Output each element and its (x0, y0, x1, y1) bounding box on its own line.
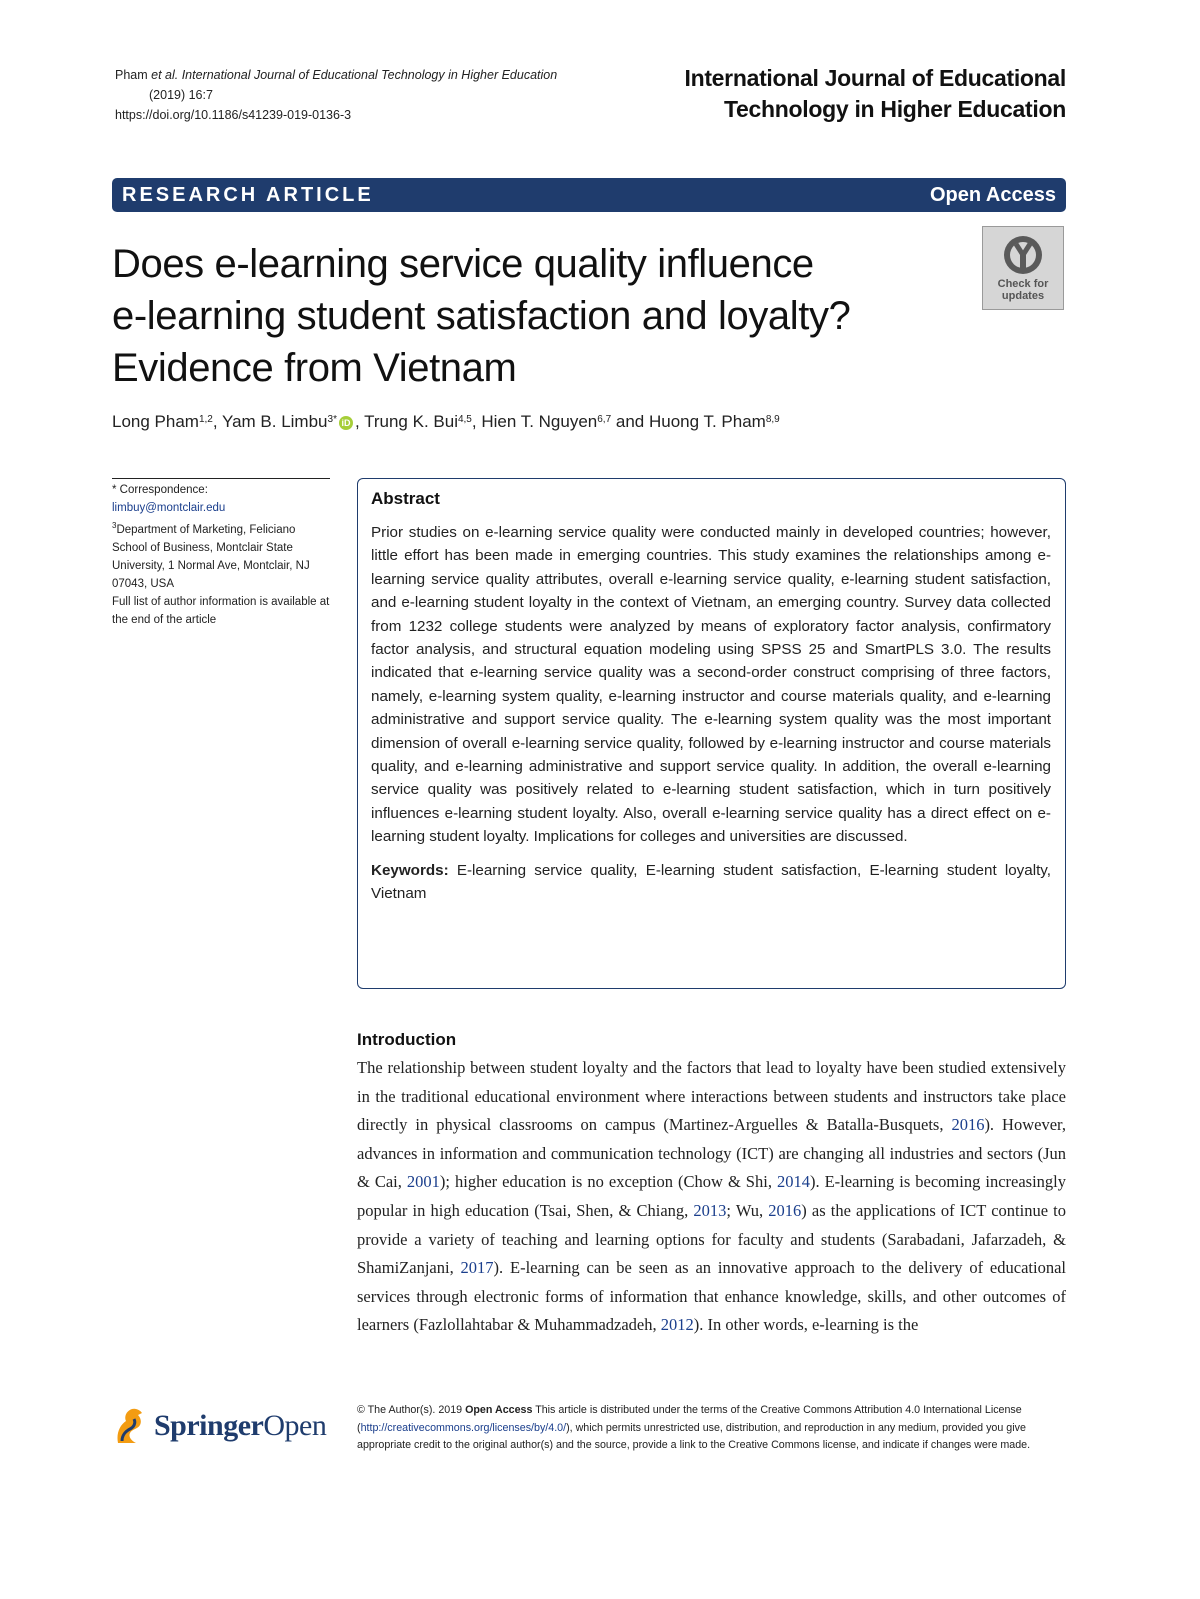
license-link[interactable]: http://creativecommons.org/licenses/by/4.0/ (360, 1421, 567, 1434)
crossmark-line1: Check for (997, 278, 1049, 290)
article-title (112, 238, 952, 394)
journal-title (684, 63, 1066, 125)
author-name: Yam B. Limbu (222, 412, 328, 431)
author-list (112, 410, 1012, 434)
author-name: Hien T. Nguyen (481, 412, 598, 431)
license-text-2: ), which permits unrestricted use, distribution, and reproduction in any medium, provided you give appropriate credit to the original author(s) and the source, provide a link to the Creative Commons license, and indicate if changes were made. (357, 1421, 1031, 1451)
publisher-name-bold: Springer (154, 1409, 264, 1442)
affiliation-text: Department of Marketing, Feliciano School of Business, Montclair State University, 1 Normal Ave, Montclair, NJ 07043, USA (112, 523, 310, 590)
keywords-text: E-learning service quality, E-learning student satisfaction, E-learning student loyalty, Vietnam (371, 861, 1051, 903)
introduction-text: ). However, advances in information and communication technology (ICT) are changing all industries and sectors (Jun & Cai, (357, 1115, 1066, 1192)
introduction-heading: Introduction (357, 1030, 457, 1049)
citation-link[interactable]: 2013 (693, 1200, 727, 1220)
author-affiliation: 1,2 (198, 414, 213, 425)
author-name: Trung K. Bui (364, 412, 458, 431)
introduction-text: The relationship between student loyalty and the factors that lead to loyalty have been studied extensively in the traditional educational environment where interactions between students and instructors take place directly in physical classrooms on campus (Martinez-Arguelles & Batalla-Busquets, (357, 1058, 1066, 1135)
check-for-updates-badge[interactable] (982, 226, 1064, 310)
author-affiliation: 6,7 (597, 414, 612, 425)
open-access-label: Open Access (930, 183, 1056, 206)
citation-link[interactable]: 2012 (660, 1315, 694, 1335)
citation-header (115, 65, 655, 125)
introduction-text: ); higher education is no exception (Chow & Shi, (439, 1172, 777, 1192)
license-notice (357, 1402, 1066, 1455)
publisher-name-regular: Open (263, 1409, 327, 1442)
author-separator: , (212, 412, 222, 431)
author-affiliation: 3* (327, 414, 337, 425)
author-separator: , (354, 412, 365, 431)
title-line3: Evidence from Vietnam (112, 346, 517, 390)
author-separator: , (471, 412, 482, 431)
citation-link[interactable]: 2014 (776, 1172, 810, 1192)
journal-title-line2: Technology in Higher Education (724, 96, 1066, 122)
publisher-name (154, 1409, 326, 1443)
abstract-text: Prior studies on e-learning service quality were conducted mainly in developed countries; however, little effort has been made in emerging countries. This study examines the relationships among e-learning service quality attributes, overall e-learning service quality, e-learning student satisfaction, and e-learning student loyalty in the context of Vietnam, an emerging country. Survey data collected from 1232 college students were analyzed by means of exploratory factor analysis, confirmatory factor analysis, and structural equation modeling using SPSS 25 and SmartPLS 3.0. The results indicated that e-learning service quality was a second-order construct comprising of three factors, namely, e-learning system quality, e-learning instructor and course materials quality, and e-learning administrative and support service quality. The e-learning system quality was the most important dimension of overall e-learning service quality, followed by e-learning instructor and course materials quality, and e-learning administrative and support service quality. In addition, the overall e-learning service quality was positively related to e-learning student satisfaction, which in turn positively influences e-learning student loyalty. Also, overall e-learning service quality has a direct effect on e-learning student loyalty. Implications for colleges and universities are discussed. (371, 524, 1051, 846)
doi-link[interactable]: https://doi.org/10.1186/s41239-019-0136-3 (115, 108, 352, 122)
author-separator: and (611, 412, 649, 431)
crossmark-label (998, 278, 1049, 302)
introduction-text: ) as the applications of ICT continue to provide a variety of teaching and learning options for faculty and students (Sarabadani, Jafarzadeh, & ShamiZanjani, (357, 1200, 1066, 1278)
author-info-note: Full list of author information is available at the end of the article (112, 595, 330, 626)
correspondence-affiliation (112, 517, 330, 593)
correspondence-sidebar (112, 478, 330, 629)
article-type: RESEARCH ARTICLE (122, 183, 374, 206)
crossmark-icon (1002, 234, 1044, 276)
license-text-1: This article is distributed under the terms of the Creative Commons Attribution 4.0 International License ( (357, 1404, 1022, 1434)
sidebar-divider (112, 478, 330, 479)
orcid-icon[interactable]: iD (339, 416, 353, 430)
author-name: Long Pham (112, 412, 199, 431)
affiliation-number: 3 (112, 521, 117, 530)
article-banner (112, 178, 1066, 212)
correspondence-email[interactable]: limbuy@montclair.edu (112, 502, 226, 514)
correspondence-label: * Correspondence: (112, 484, 208, 496)
citation-link[interactable]: 2017 (460, 1258, 494, 1278)
springer-open-logo (112, 1405, 326, 1447)
author-affiliation: 8,9 (765, 414, 780, 425)
journal-title-line1: International Journal of Educational (684, 65, 1066, 91)
springer-horse-icon (112, 1405, 148, 1447)
introduction-section (357, 1030, 1066, 1340)
citation-link[interactable]: 2016 (768, 1200, 802, 1220)
citation-link[interactable]: 2001 (406, 1172, 440, 1192)
introduction-text: ). In other words, e-learning is the (693, 1315, 919, 1335)
abstract-box (357, 478, 1066, 989)
title-line1: Does e-learning service quality influence (112, 242, 814, 286)
license-open-access: Open Access (465, 1404, 533, 1416)
citation-link[interactable]: 2016 (951, 1115, 985, 1135)
citation-authors: Pham (115, 68, 152, 82)
copyright-prefix: © The Author(s). 2019 (357, 1404, 466, 1416)
abstract-heading: Abstract (371, 489, 440, 508)
title-line2: e-learning student satisfaction and loyalty? (112, 294, 851, 338)
introduction-body (357, 1054, 1066, 1340)
author-name: Huong T. Pham (648, 412, 766, 431)
crossmark-line2: updates (1001, 290, 1045, 302)
introduction-text: ). E-learning is becoming increasingly popular in high education (Tsai, Shen, & Chiang, (357, 1172, 1066, 1220)
keywords (371, 859, 1051, 906)
introduction-text: ; Wu, (726, 1200, 769, 1220)
introduction-text: ). E-learning can be seen as an innovative approach to the delivery of educational services through electronic forms of information that enhance knowledge, skills, and other outcomes of learners (Fazlollahtabar & Muhammadzadeh, (357, 1258, 1066, 1335)
citation-journal: et al. International Journal of Educational Technology in Higher Education (151, 68, 558, 82)
author-affiliation: 4,5 (457, 414, 472, 425)
citation-volume: (2019) 16:7 (149, 88, 213, 102)
keywords-label: Keywords: (371, 861, 449, 879)
